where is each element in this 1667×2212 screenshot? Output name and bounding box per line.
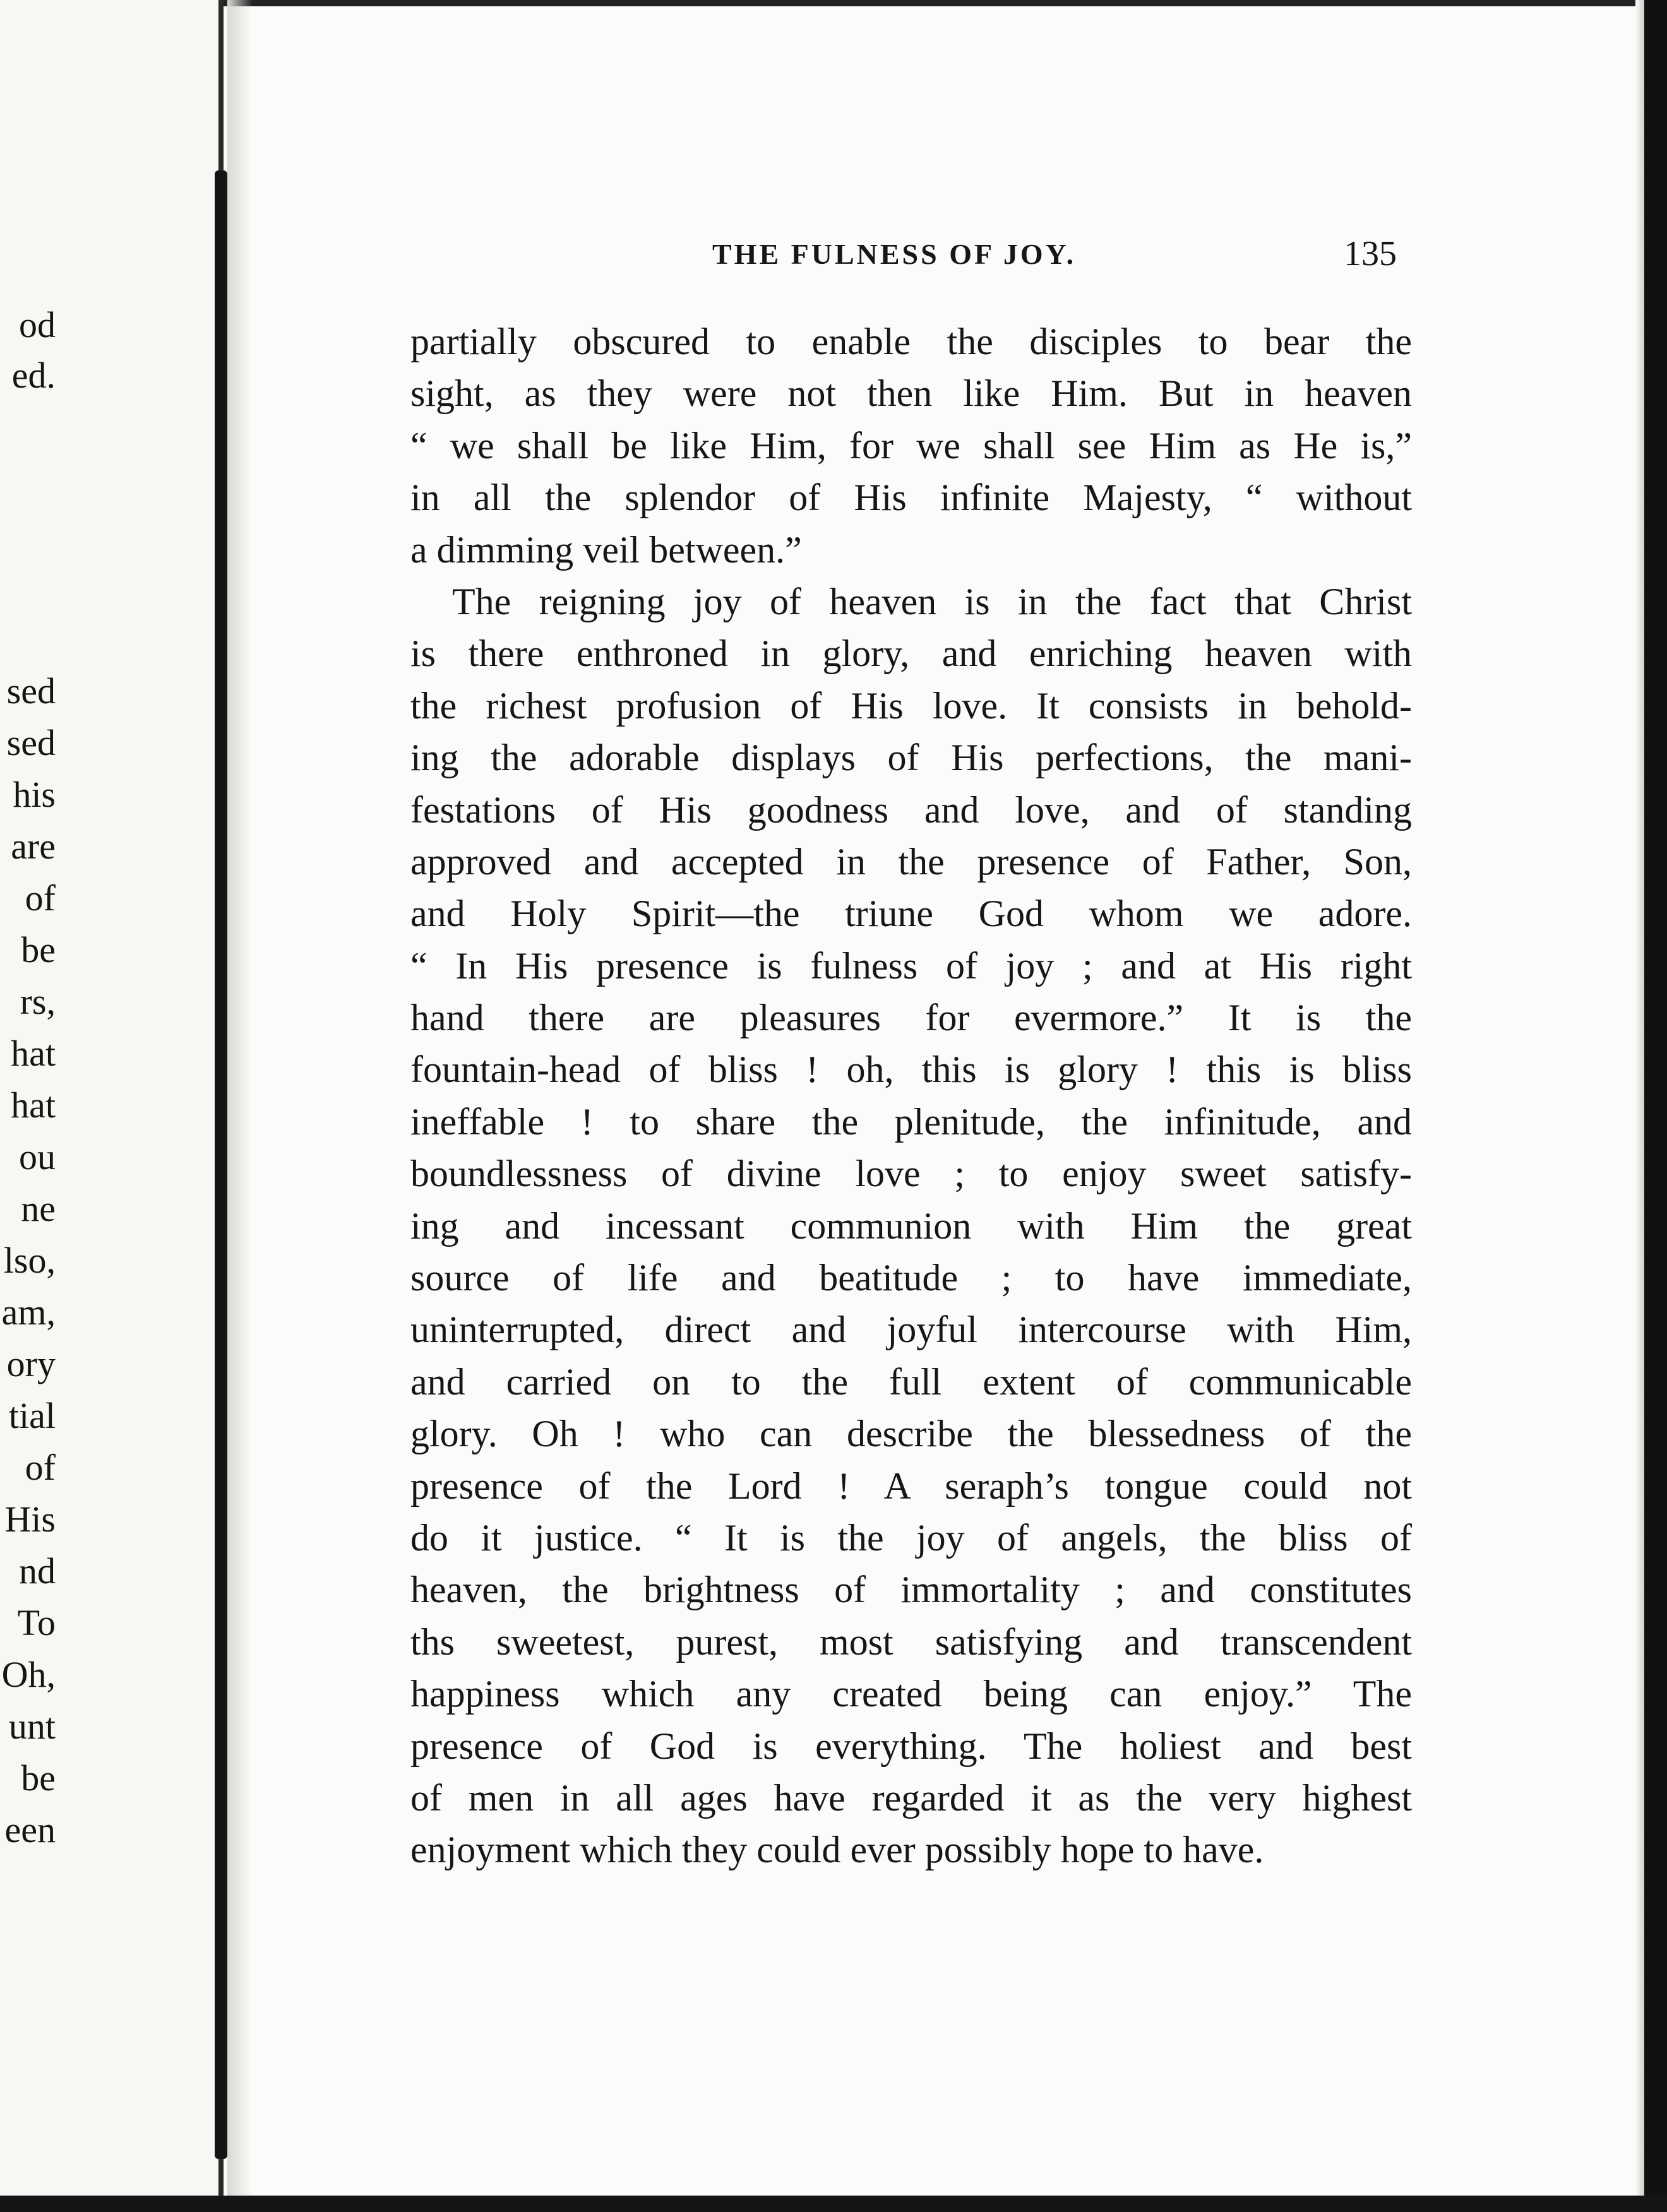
text-line: hand there are pleasures for evermore.” It is the <box>410 997 1412 1039</box>
facing-page-fragments <box>0 0 56 2212</box>
text-line: of men in all ages have regarded it as the very highest <box>410 1776 1412 1819</box>
text-line: “ In His presence is fulness of joy ; and at His right <box>410 944 1412 987</box>
text-line: enjoyment which they could ever possibly hope to have. <box>410 1829 1264 1871</box>
facing-page-fragment: His <box>4 1499 56 1540</box>
text-line: presence of the Lord ! A seraph’s tongue could not <box>410 1465 1412 1507</box>
page-edge-shadow <box>1635 0 1644 2212</box>
facing-page-fragment: Oh, <box>1 1654 56 1695</box>
text-line: festations of His goodness and love, and of standing <box>410 788 1412 831</box>
facing-page-fragment: are <box>11 826 56 867</box>
text-line: a dimming veil between.” <box>410 528 802 571</box>
text-line: The reigning joy of heaven is in the fact that Christ <box>452 580 1412 622</box>
page-number: 135 <box>1344 234 1397 273</box>
text-line: and carried on to the full extent of communicable <box>410 1360 1412 1403</box>
text-line: ing the adorable displays of His perfections, the mani- <box>410 737 1412 779</box>
body-text <box>410 316 1412 1876</box>
facing-page-fragment: of <box>25 877 56 919</box>
text-line: “ we shall be like Him, for we shall see Him as He is,” <box>410 424 1412 467</box>
text-line: uninterrupted, direct and joyful intercourse with Him, <box>410 1309 1412 1351</box>
text-line: glory. Oh ! who can describe the blessedness of the <box>410 1413 1412 1455</box>
facing-page-fragment: hat <box>11 1033 56 1074</box>
facing-page-fragment: ory <box>6 1343 56 1384</box>
facing-page-fragment: rs, <box>20 981 56 1022</box>
facing-page-fragment: am, <box>1 1292 56 1333</box>
text-line: ths sweetest, purest, most satisfying and transcendent <box>410 1620 1412 1663</box>
text-line: ineffable ! to share the plenitude, the infinitude, and <box>410 1100 1412 1143</box>
facing-page-fragment: be <box>21 1757 56 1799</box>
text-line: partially obscured to enable the disciples to bear the <box>410 321 1412 362</box>
facing-page-fragment: lso, <box>3 1240 56 1281</box>
facing-page-fragment: nd <box>19 1550 56 1591</box>
facing-page-fragment: een <box>4 1809 56 1850</box>
facing-page-fragment: tial <box>8 1395 56 1436</box>
paragraph <box>410 316 1412 576</box>
text-line: the richest profusion of His love. It consists in behold- <box>410 684 1412 727</box>
text-line: ing and incessant communion with Him the great <box>410 1204 1412 1247</box>
text-line: fountain-head of bliss ! oh, this is glory ! this is bliss <box>410 1049 1412 1091</box>
facing-page-fragment: To <box>17 1602 56 1643</box>
facing-page-fragment: be <box>21 929 56 970</box>
facing-page-fragment: sed <box>6 670 56 711</box>
facing-page-edge <box>0 0 221 2212</box>
facing-page-fragment: sed <box>6 722 56 763</box>
facing-page-fragment: ou <box>19 1136 56 1177</box>
text-line: happiness which any created being can enjoy.” The <box>410 1673 1412 1715</box>
text-line: sight, as they were not then like Him. But in heaven <box>410 372 1412 415</box>
gutter-shadow <box>227 0 253 2212</box>
paragraph <box>410 576 1412 1876</box>
text-line: is there enthroned in glory, and enriching heaven with <box>410 633 1412 675</box>
scan-right-edge <box>1644 0 1667 2212</box>
text-line: approved and accepted in the presence of Father, Son, <box>410 840 1412 883</box>
text-line: in all the splendor of His infinite Majesty, “ without <box>410 477 1412 519</box>
running-head: THE FULNESS OF JOY. <box>712 238 1077 270</box>
text-line: source of life and beatitude ; to have immediate, <box>410 1257 1412 1299</box>
scan-bottom-edge <box>0 2196 1667 2212</box>
text-line: presence of God is everything. The holiest and best <box>410 1725 1412 1767</box>
facing-page-fragment: od <box>19 304 56 345</box>
facing-page-fragment: ne <box>21 1188 56 1229</box>
facing-page-fragment: ed. <box>11 355 56 396</box>
facing-page-fragment: hat <box>11 1085 56 1126</box>
text-line: do it justice. “ It is the joy of angels, the bliss of <box>410 1516 1412 1559</box>
text-line: and Holy Spirit—the triune God whom we adore. <box>410 893 1412 935</box>
text-line: heaven, the brightness of immortality ; and constitutes <box>410 1569 1412 1611</box>
text-line: boundlessness of divine love ; to enjoy sweet satisfy- <box>410 1153 1412 1195</box>
facing-page-fragment: of <box>25 1447 56 1488</box>
facing-page-fragment: unt <box>8 1706 56 1747</box>
binding-edge <box>215 170 227 2159</box>
facing-page-fragment: his <box>13 774 56 815</box>
